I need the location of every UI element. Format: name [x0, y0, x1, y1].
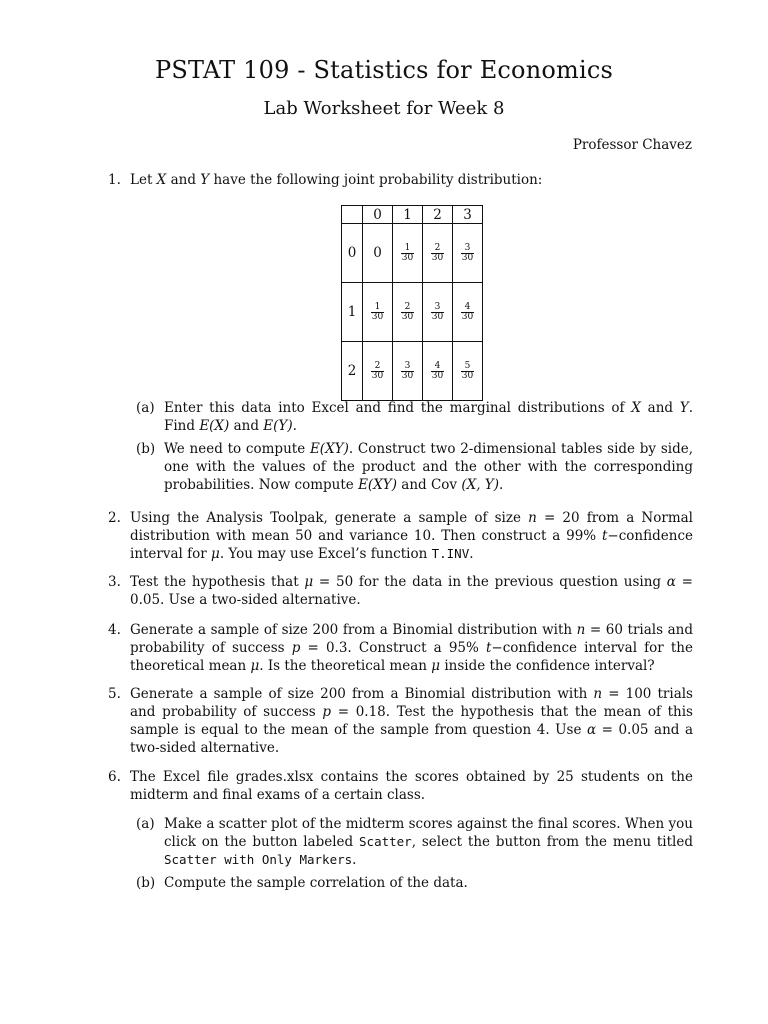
part-text: We need to compute E(XY). Construct two 2-dimensional tables side by side, one with the values of the product and the other with the corresponding probabilities. Now compute E(XY) and Cov (X, Y).: [164, 441, 693, 493]
author-name: Professor Chavez: [572, 137, 692, 153]
table-cell: [423, 224, 453, 283]
table-cell: [453, 342, 483, 401]
question-text: Using the Analysis Toolpak, generate a sample of size n = 20 from a Normal distribution with mean 50 and variance 10. Then construct a 99% t−confidence interval for μ. You may use Excel’s function T.INV.: [130, 510, 693, 562]
column-header: 0: [363, 206, 393, 224]
table-cell: [363, 342, 393, 401]
table-row: [342, 224, 483, 283]
part-label: (a): [136, 816, 155, 832]
question-5: [108, 685, 693, 757]
joint-distribution-table: [341, 205, 483, 401]
question-number: 5.: [108, 686, 121, 702]
row-header: 0: [342, 224, 363, 283]
row-header: 1: [342, 283, 363, 342]
question-number: 2.: [108, 510, 121, 526]
table-cell: [363, 283, 393, 342]
question-3: [108, 573, 693, 609]
part-label: (b): [136, 875, 156, 891]
question-number: 1.: [108, 172, 121, 188]
question-text: Generate a sample of size 200 from a Binomial distribution with n = 60 trials and probability of success p = 0.3. Construct a 95% t−confidence interval for the theoretical mean μ. Is the theoretical mean μ inside the confidence interval?: [130, 622, 693, 674]
table-row: [342, 342, 483, 401]
fraction: $\frac{1}{30}$: [371, 301, 384, 322]
page-subtitle: Lab Worksheet for Week 8: [263, 98, 505, 119]
question-6: [108, 768, 693, 804]
column-header: 2: [423, 206, 453, 224]
column-header: 3: [453, 206, 483, 224]
column-header: 1: [393, 206, 423, 224]
fraction: $\frac{3}{30}$: [401, 360, 414, 381]
fraction: $\frac{2}{30}$: [431, 242, 444, 263]
table-cell: [423, 342, 453, 401]
part-text: Compute the sample correlation of the data.: [164, 875, 468, 891]
question-text: Generate a sample of size 200 from a Binomial distribution with n = 100 trials and probability of success p = 0.18. Test the hypothesis that the mean of this sample is equal to the mean of the sample from question 4. Use α = 0.05 and a two-sided alternative.: [130, 686, 694, 756]
question-6a: [136, 815, 693, 869]
question-1b: [136, 440, 693, 494]
part-label: (a): [136, 400, 155, 416]
question-number: 3.: [108, 574, 121, 590]
table-cell: [393, 283, 423, 342]
table-cell: [393, 224, 423, 283]
question-text: The Excel file grades.xlsx contains the scores obtained by 25 students on the midterm and final exams of a certain class.: [130, 769, 693, 803]
table-row: [342, 283, 483, 342]
fraction: $\frac{4}{30}$: [461, 301, 474, 322]
table-cell: [423, 283, 453, 342]
question-2: [108, 509, 693, 563]
table-corner-cell: [342, 206, 363, 224]
fraction: $\frac{3}{30}$: [431, 301, 444, 322]
row-header: 2: [342, 342, 363, 401]
question-4: [108, 621, 693, 675]
question-text: Let X and Y have the following joint probability distribution:: [130, 172, 543, 188]
page-title: PSTAT 109 - Statistics for Economics: [155, 56, 613, 84]
question-number: 4.: [108, 622, 121, 638]
fraction: $\frac{2}{30}$: [371, 360, 384, 381]
question-1: [108, 171, 693, 189]
question-6b: [136, 874, 693, 892]
table-header-row: [342, 206, 483, 224]
part-text: Make a scatter plot of the midterm scores against the final scores. When you click on the button labeled Scatter, select the button from the menu titled Scatter with Only Markers.: [164, 816, 693, 868]
fraction: $\frac{1}{30}$: [401, 242, 414, 263]
question-1a: [136, 399, 693, 435]
fraction: $\frac{2}{30}$: [401, 301, 414, 322]
part-label: (b): [136, 441, 156, 457]
fraction: $\frac{5}{30}$: [461, 360, 474, 381]
fraction: $\frac{3}{30}$: [461, 242, 474, 263]
question-number: 6.: [108, 769, 121, 785]
table-cell: 0: [363, 224, 393, 283]
table-cell: [393, 342, 423, 401]
part-text: Enter this data into Excel and find the marginal distributions of X and Y. Find E(X) and E(Y).: [164, 400, 694, 434]
table-cell: [453, 224, 483, 283]
table-cell: [453, 283, 483, 342]
fraction: $\frac{4}{30}$: [431, 360, 444, 381]
question-text: Test the hypothesis that μ = 50 for the data in the previous question using α = 0.05. Use a two-sided alternative.: [130, 574, 693, 608]
